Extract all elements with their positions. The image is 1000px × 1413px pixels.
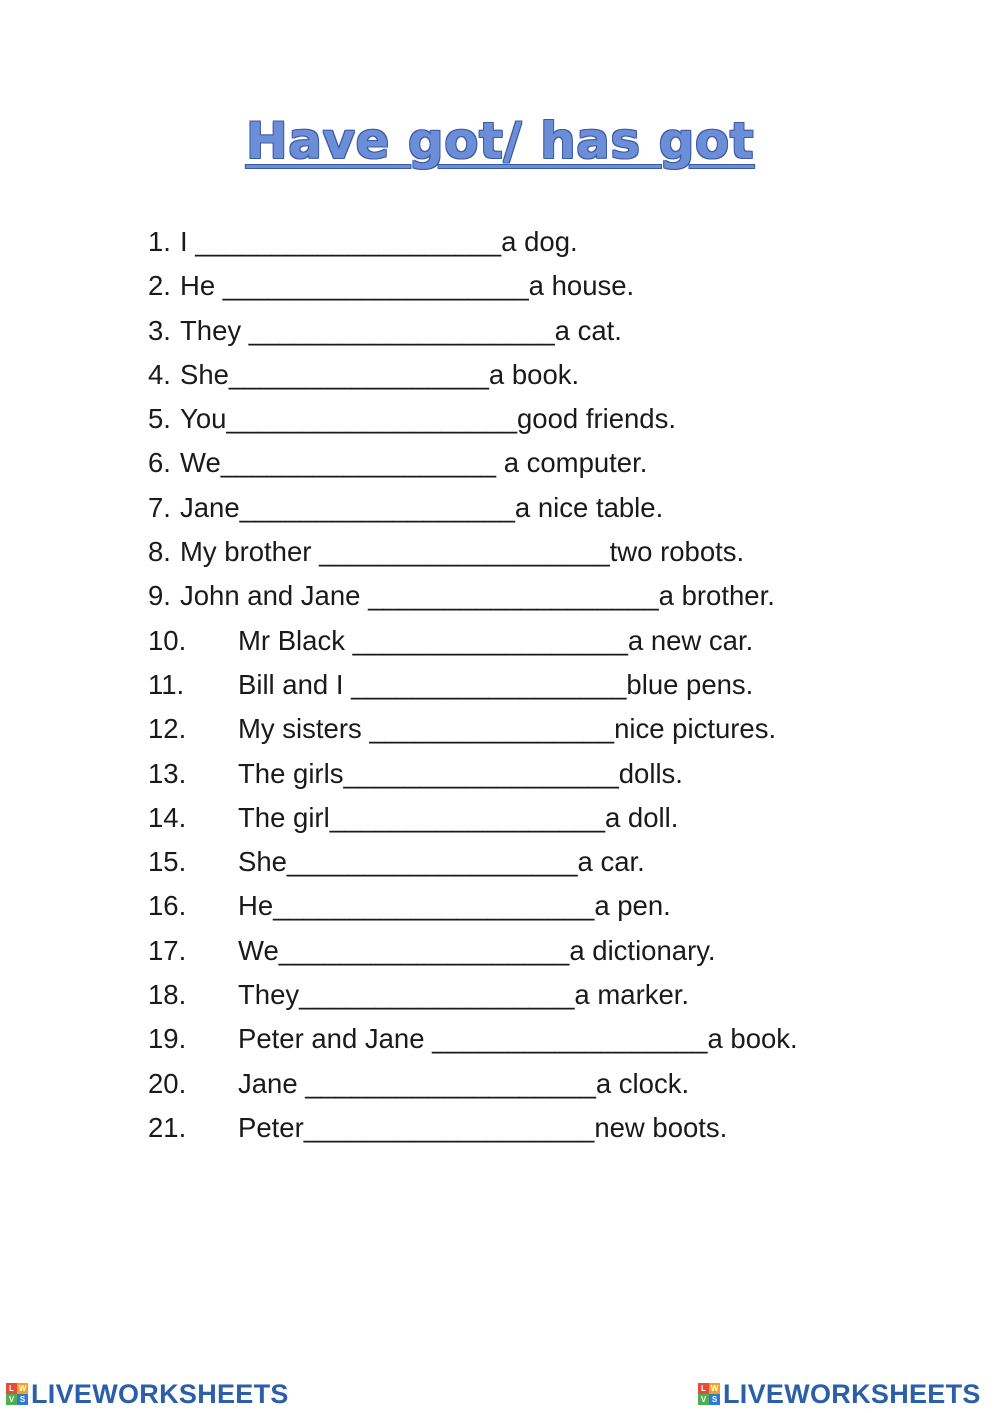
liveworksheets-logo-icon: L W V S	[698, 1383, 720, 1405]
liveworksheets-brand-text: LIVEWORKSHEETS	[31, 1378, 289, 1409]
item-number: 13.	[148, 757, 187, 789]
liveworksheets-logo-left[interactable]	[6, 1378, 289, 1410]
exercise-item	[148, 884, 908, 928]
item-sentence: Peter and Jane __________________a book.	[238, 1023, 798, 1055]
item-number: 15.	[148, 846, 187, 878]
exercise-item	[148, 1017, 908, 1061]
item-sentence: They__________________a marker.	[238, 979, 690, 1011]
exercise-item	[148, 619, 908, 663]
item-number: 19.	[148, 1023, 187, 1055]
liveworksheets-brand-text: LIVEWORKSHEETS	[723, 1378, 981, 1409]
item-sentence: He_____________________a pen.	[238, 890, 671, 922]
item-sentence: Jane__________________a nice table.	[180, 491, 664, 523]
exercise-item	[148, 441, 908, 485]
item-sentence: Jane ___________________a clock.	[238, 1067, 690, 1099]
item-number: 8.	[148, 536, 171, 568]
exercise-item	[148, 397, 908, 441]
item-number: 18.	[148, 979, 187, 1011]
exercise-item	[148, 973, 908, 1017]
item-number: 12.	[148, 713, 187, 745]
item-sentence: They ____________________a cat.	[180, 314, 622, 346]
exercise-item	[148, 796, 908, 840]
exercise-item	[148, 220, 908, 264]
exercise-item	[148, 663, 908, 707]
item-sentence: I ____________________a dog.	[180, 226, 578, 257]
item-number: 6.	[148, 447, 171, 479]
exercise-item	[148, 309, 908, 353]
item-sentence: My sisters ________________nice pictures.	[238, 713, 777, 745]
item-sentence: The girl__________________a doll.	[238, 801, 679, 833]
item-sentence: Bill and I __________________blue pens.	[238, 668, 754, 700]
exercise-item	[148, 1106, 908, 1150]
exercise-item	[148, 264, 908, 308]
liveworksheets-logo-right[interactable]	[698, 1378, 981, 1410]
item-number: 3.	[148, 314, 171, 346]
exercise-item	[148, 707, 908, 751]
exercise-item	[148, 574, 908, 618]
item-sentence: She___________________a car.	[238, 846, 645, 878]
liveworksheets-logo-icon: L W V S	[6, 1383, 28, 1405]
item-number: 21.	[148, 1111, 187, 1143]
item-number: 7.	[148, 491, 171, 523]
item-number: 14.	[148, 801, 187, 833]
exercise-item	[148, 840, 908, 884]
item-sentence: The girls__________________dolls.	[238, 757, 683, 789]
item-sentence: Peter___________________new boots.	[238, 1111, 728, 1143]
item-sentence: We__________________ a computer.	[180, 447, 648, 479]
item-number: 4.	[148, 358, 171, 390]
item-number: 10.	[148, 624, 187, 656]
item-sentence: Mr Black __________________a new car.	[238, 624, 754, 656]
exercise-item	[148, 752, 908, 796]
item-number: 11.	[148, 668, 185, 700]
item-sentence: John and Jane ___________________a brother.	[180, 580, 775, 612]
item-number: 5.	[148, 403, 171, 435]
item-number: 1.	[148, 226, 171, 257]
exercise-item	[148, 1062, 908, 1106]
item-number: 17.	[148, 934, 187, 966]
worksheet-title: Have got/ has got	[245, 111, 755, 170]
exercise-item	[148, 929, 908, 973]
item-sentence: He ____________________a house.	[180, 270, 635, 302]
item-number: 9.	[148, 580, 171, 612]
item-number: 16.	[148, 890, 187, 922]
item-sentence: My brother ___________________two robots.	[180, 536, 745, 568]
exercise-item	[148, 353, 908, 397]
exercise-item	[148, 486, 908, 530]
item-sentence: She_________________a book.	[180, 358, 580, 390]
item-sentence: We___________________a dictionary.	[238, 934, 716, 966]
exercise-item	[148, 530, 908, 574]
exercise-list	[148, 220, 908, 1150]
item-number: 2.	[148, 270, 171, 302]
item-number: 20.	[148, 1067, 187, 1099]
item-sentence: You___________________good friends.	[180, 403, 676, 435]
